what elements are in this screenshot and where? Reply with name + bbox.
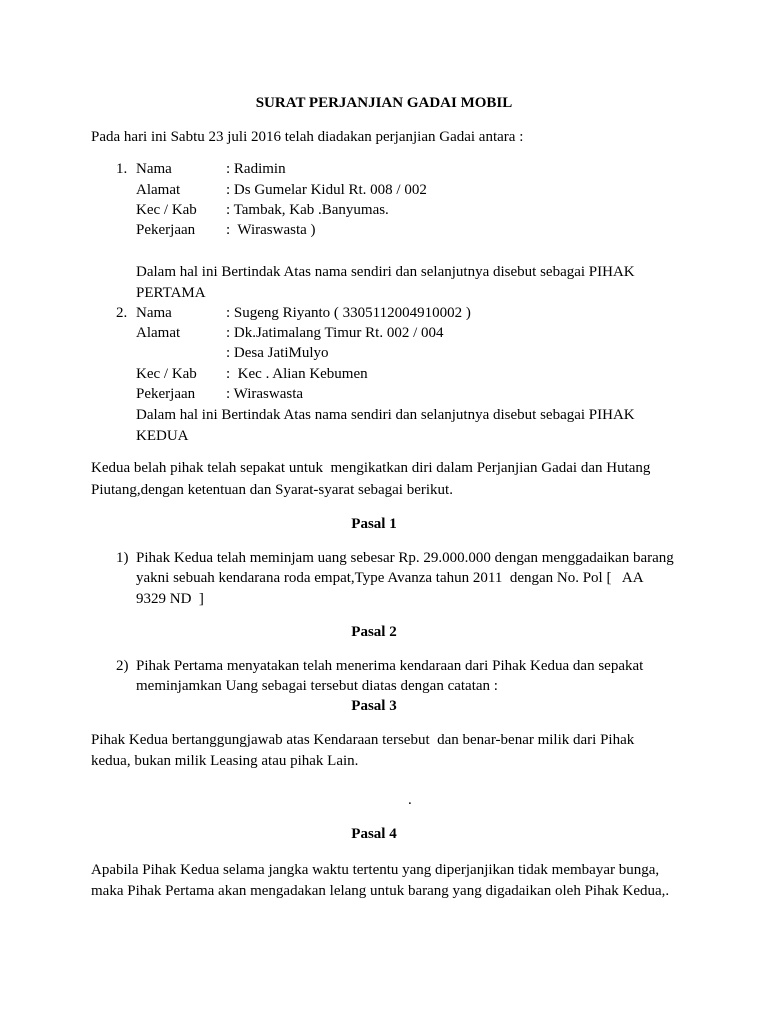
pasal4-line1: Apabila Pihak Kedua selama jangka waktu tertentu yang diperjanjikan tidak membayar bunga,: [91, 862, 660, 878]
party2-village-value: : Desa JatiMulyo: [226, 345, 329, 361]
party1-name-value: : Radimin: [226, 161, 286, 177]
party1-address-value: : Ds Gumelar Kidul Rt. 008 / 002: [226, 182, 427, 198]
party1-job-value: : Wiraswasta ): [226, 222, 316, 238]
pasal1-heading: Pasal 1: [351, 516, 397, 532]
pasal1-line1: Pihak Kedua telah meminjam uang sebesar Rp. 29.000.000 dengan menggadaikan barang: [136, 550, 674, 566]
pasal2-number: 2): [116, 658, 129, 674]
party2-name-label: Nama: [136, 305, 172, 321]
party2-job-value: : Wiraswasta: [226, 386, 304, 402]
agreement-line1: Kedua belah pihak telah sepakat untuk mengikatkan diri dalam Perjanjian Gadai dan Hutang: [91, 460, 651, 476]
pasal2-line1: Pihak Pertama menyatakan telah menerima kendaraan dari Pihak Kedua dan sepakat: [136, 658, 644, 674]
party1-number: 1.: [116, 161, 128, 177]
party2-address-label: Alamat: [136, 325, 181, 341]
party2-district-label: Kec / Kab: [136, 366, 197, 382]
document-title: SURAT PERJANJIAN GADAI MOBIL: [255, 95, 513, 111]
pasal4-heading: Pasal 4: [351, 826, 397, 842]
pasal2-heading: Pasal 2: [351, 624, 397, 640]
party2-district-value: : Kec . Alian Kebumen: [226, 366, 368, 382]
party2-statement-line2: KEDUA: [136, 428, 189, 444]
pasal1-line3: 9329 ND ]: [136, 591, 204, 607]
party1-statement-line2: PERTAMA: [136, 285, 206, 301]
party1-statement-line1: Dalam hal ini Bertindak Atas nama sendiri dan selanjutnya disebut sebagai PIHAK: [136, 264, 635, 280]
party2-name-value: : Sugeng Riyanto ( 3305112004910002 ): [226, 305, 471, 321]
pasal1-line2: yakni sebuah kendarana roda empat,Type Avanza tahun 2011 dengan No. Pol [ AA: [136, 570, 644, 586]
pasal3-line2: kedua, bukan milik Leasing atau pihak Lain.: [91, 753, 359, 769]
party2-statement-line1: Dalam hal ini Bertindak Atas nama sendiri dan selanjutnya disebut sebagai PIHAK: [136, 407, 635, 423]
pasal3-line1: Pihak Kedua bertanggungjawab atas Kendaraan tersebut dan benar-benar milik dari Pihak: [91, 732, 635, 748]
pasal4-line2: maka Pihak Pertama akan mengadakan lelang untuk barang yang digadaikan oleh Pihak Kedua,.: [91, 883, 670, 899]
pasal2-line2: meminjamkan Uang sebagai tersebut diatas dengan catatan :: [136, 678, 498, 694]
party2-address-value: : Dk.Jatimalang Timur Rt. 002 / 004: [226, 325, 444, 341]
party1-job-label: Pekerjaan: [136, 222, 196, 238]
agreement-line2: Piutang,dengan ketentuan dan Syarat-syarat sebagai berikut.: [91, 482, 453, 498]
party1-address-label: Alamat: [136, 182, 181, 198]
pasal1-number: 1): [116, 550, 129, 566]
party2-number: 2.: [116, 305, 128, 321]
pasal3-heading: Pasal 3: [351, 698, 397, 714]
intro-text: Pada hari ini Sabtu 23 juli 2016 telah diadakan perjanjian Gadai antara :: [91, 129, 524, 145]
party1-district-label: Kec / Kab: [136, 202, 197, 218]
party2-job-label: Pekerjaan: [136, 386, 196, 402]
party1-district-value: : Tambak, Kab .Banyumas.: [226, 202, 389, 218]
stray-dot: .: [408, 792, 412, 808]
party1-name-label: Nama: [136, 161, 172, 177]
